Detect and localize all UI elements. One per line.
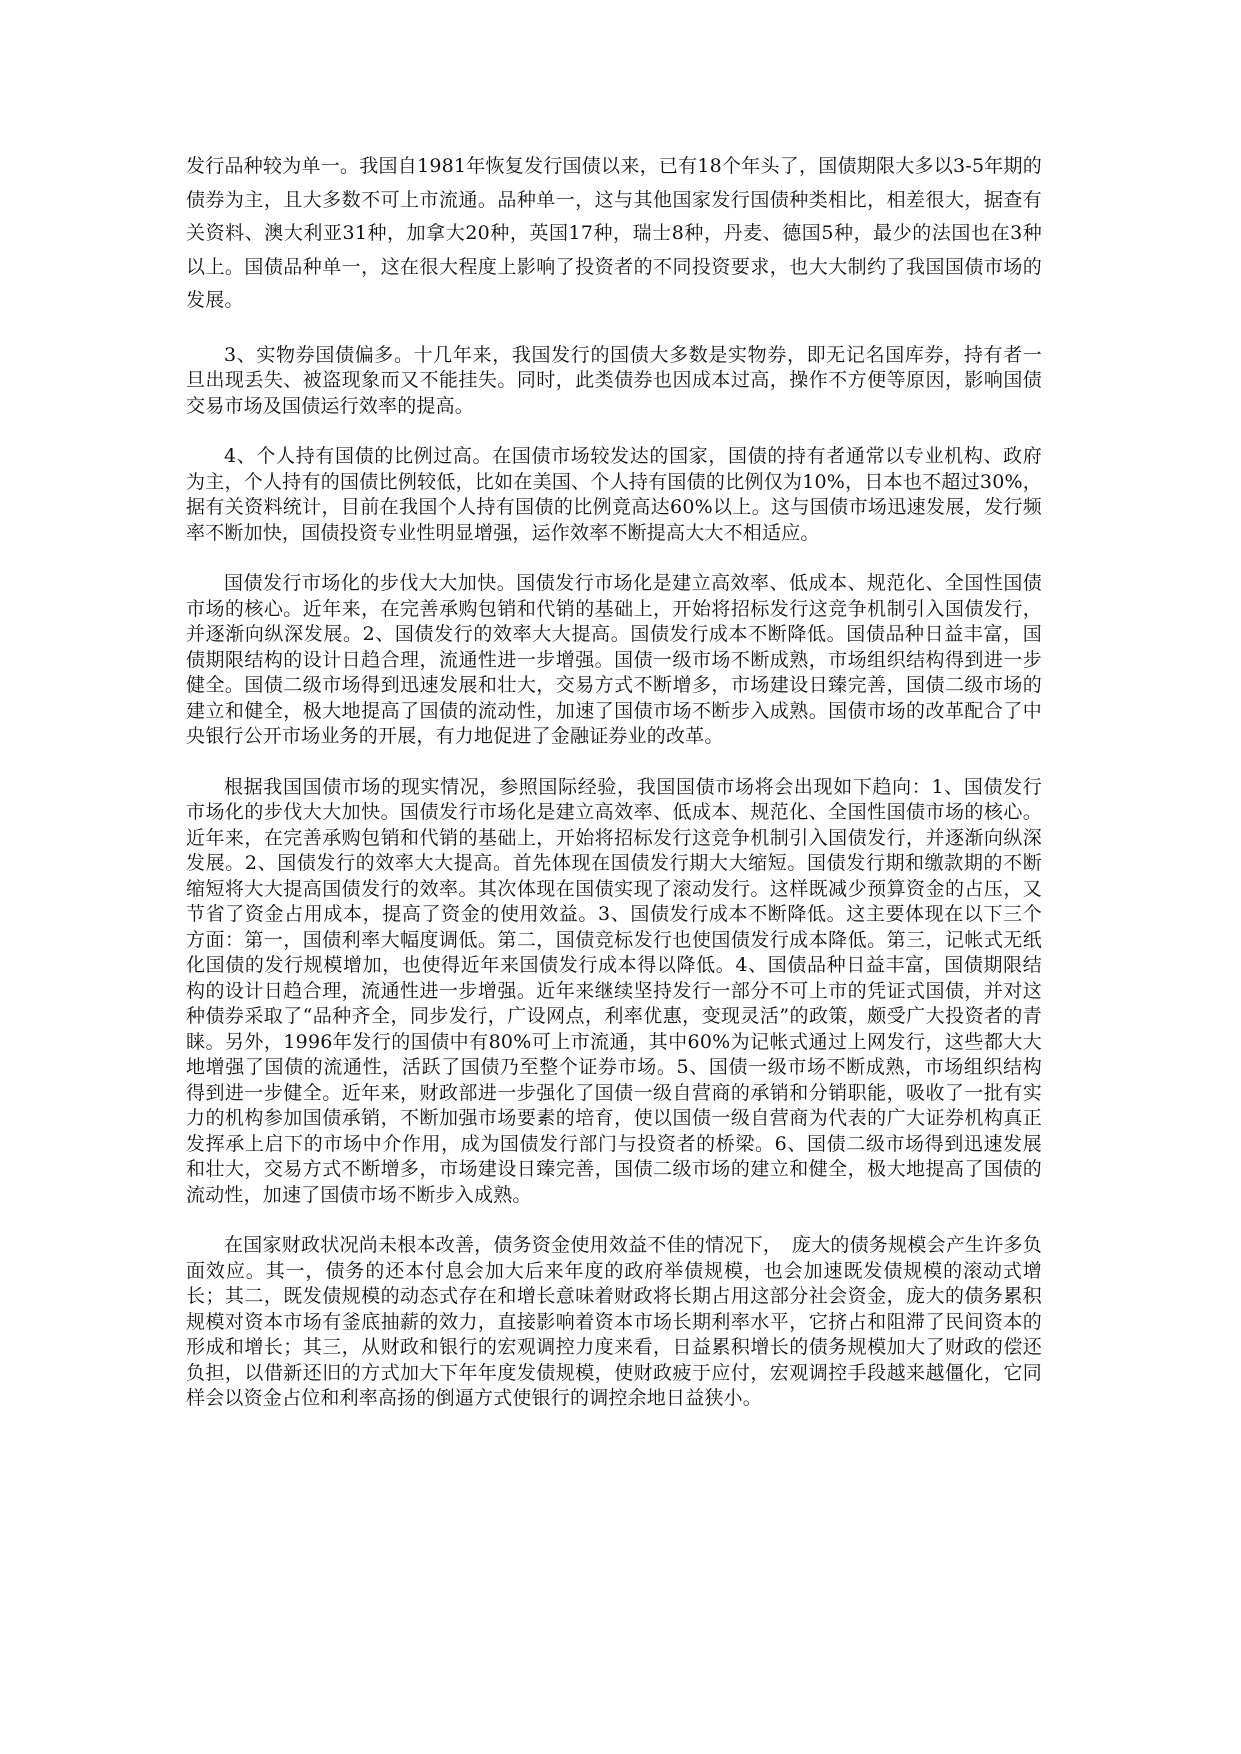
paragraph-marketization: 国债发行市场化的步伐大大加快。国债发行市场化是建立高效率、低成本、规范化、全国性国债市场的核心。近年来，在完善承购包销和代销的基础上，开始将招标发行这竞争机制引入国债发行，并逐渐向纵深发展。2、国债发行的效率大大提高。国债发行成本不断降低。国债品种日益丰富，国债期限结构的设计日趋合理，流通性进一步增强。国债一级市场不断成熟，市场组织结构得到进一步健全。国债二级市场得到迅速发展和壮大，交易方式不断增多，市场建设日臻完善，国债二级市场的建立和健全，极大地提高了国债的流动性，加速了国债市场不断步入成熟。国债市场的改革配合了中央银行公开市场业务的开展，有力地促进了金融证券业的改革。: [186, 572, 1042, 747]
paragraph-bond-variety: 发行品种较为单一。我国自1981年恢复发行国债以来，已有18个年头了，国债期限大多以3-5年期的债券为主，且大多数不可上市流通。品种单一，这与其他国家发行国债种类相比，相差很大，据查有关资料、澳大利亚31种，加拿大20种，英国17种，瑞士8种，丹麦、德国5种，最少的法国也在3种以上。国债品种单一，这在很大程度上影响了投资者的不同投资要求，也大大制约了我国国债市场的发展。: [186, 155, 1042, 311]
document-body: [186, 150, 1042, 1437]
paragraph-negative-effects: 在国家财政状况尚未根本改善，债务资金使用效益不佳的情况下， 庞大的债务规模会产生许多负面效应。其一，债务的还本付息会加大后来年度的政府举债规模，也会加速既发债规模的滚动式增长；其二，既发债规模的动态式存在和增长意味着财政将长期占用这部分社会资金，庞大的债务累积规模对资本市场有釜底抽薪的效力，直接影响着资本市场长期利率水平，它挤占和阻滞了民间资本的形成和增长；其三，从财政和银行的宏观调控力度来看，日益累积增长的债务规模加大了财政的偿还负担，以借新还旧的方式加大下年年度发债规模，使财政疲于应付，宏观调控手段越来越僵化，它同样会以资金占位和利率高扬的倒逼方式使银行的调控余地日益狭小。: [186, 1234, 1042, 1409]
paragraph-market-trends: 根据我国国债市场的现实情况，参照国际经验，我国国债市场将会出现如下趋向：1、国债发行市场化的步伐大大加快。国债发行市场化是建立高效率、低成本、规范化、全国性国债市场的核心。近年来，在完善承购包销和代销的基础上，开始将招标发行这竞争机制引入国债发行，并逐渐向纵深发展。2、国债发行的效率大大提高。首先体现在国债发行期大大缩短。国债发行期和缴款期的不断缩短将大大提高国债发行的效率。其次体现在国债实现了滚动发行。这样既减少预算资金的占压，又节省了资金占用成本，提高了资金的使用效益。3、国债发行成本不断降低。这主要体现在以下三个方面：第一，国债利率大幅度调低。第二，国债竞标发行也使国债发行成本降低。第三，记帐式无纸化国债的发行规模增加，也使得近年来国债发行成本得以降低。4、国债品种日益丰富，国债期限结构的设计日趋合理，流通性进一步增强。近年来继续坚持发行一部分不可上市的凭证式国债，并对这种债券采取了“品种齐全，同步发行，广设网点，利率优惠，变现灵活”的政策，颇受广大投资者的青睐。另外，1996年发行的国债中有80%可上市流通，其中60%为记帐式通过上网发行，这些都大大地增强了国债的流通性，活跃了国债乃至整个证券市场。5、国债一级市场不断成熟，市场组织结构得到进一步健全。近年来，财政部进一步强化了国债一级自营商的承销和分销职能，吸收了一批有实力的机构参加国债承销，不断加强市场要素的培育，使以国债一级自营商为代表的广大证券机构真正发挥承上启下的市场中介作用，成为国债发行部门与投资者的桥梁。6、国债二级市场得到迅速发展和壮大，交易方式不断增多，市场建设日臻完善，国债二级市场的建立和健全，极大地提高了国债的流动性，加速了国债市场不断步入成熟。: [186, 775, 1042, 1206]
paragraph-physical-bonds: 3、实物券国债偏多。十几年来，我国发行的国债大多数是实物券，即无记名国库券，持有者一旦出现丢失、被盗现象而又不能挂失。同时，此类债券也因成本过高，操作不方便等原因，影响国债交易市场及国债运行效率的提高。: [186, 343, 1042, 417]
paragraph-individual-holding: 4、个人持有国债的比例过高。在国债市场较发达的国家，国债的持有者通常以专业机构、政府为主，个人持有的国债比例较低，比如在美国、个人持有国债的比例仅为10%，日本也不超过30%，据有关资料统计，目前在我国个人持有国债的比例竟高达60%以上。这与国债市场迅速发展，发行频率不断加快，国债投资专业性明显增强，运作效率不断提高大大不相适应。: [186, 445, 1042, 544]
